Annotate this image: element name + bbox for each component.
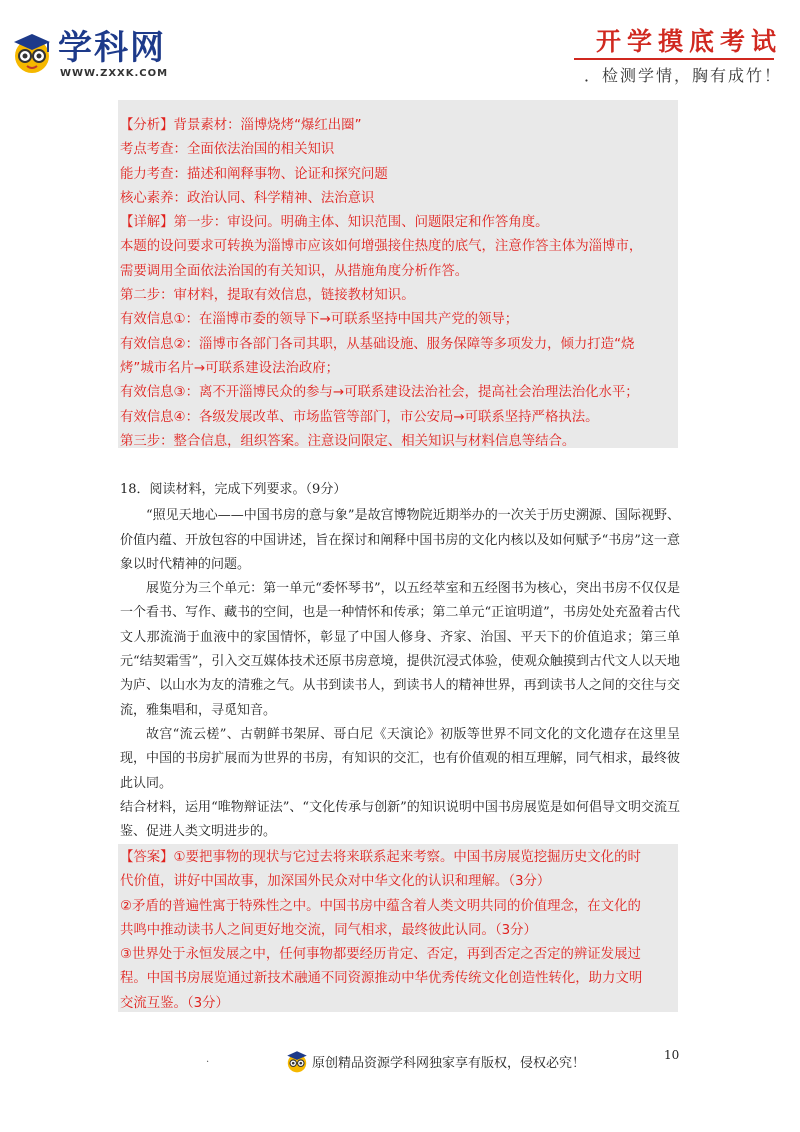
mascot-small-icon — [284, 1048, 310, 1074]
material-paragraph-1: “照见天地心——中国书房的意与象”是故宫博物院近期举办的一次关于历史溯源、国际视野、价值内蕴、开放包容的中国讲述，旨在探讨和阐释中国书房的文化内核以及如何赋予“书房”这一意象以时代精神的问题。 — [120, 508, 680, 572]
analysis-line: 第二步：审材料，提取有效信息，链接教材知识。 — [120, 288, 415, 304]
answer-line: 【答案】①要把事物的现状与它过去将来联系起来考察。中国书房展览挖掘历史文化的时 — [120, 850, 641, 865]
page-footer — [0, 1040, 800, 1100]
analysis-panel — [118, 100, 678, 448]
analysis-line: 核心素养：政治认同、科学精神、法治意识 — [120, 190, 375, 206]
answer-line: ③世界处于永恒发展之中，任何事物都要经历肯定、否定，再到否定之否定的辨证发展过 — [120, 947, 641, 963]
question-title: 18．阅读材料，完成下列要求。（9分） — [120, 482, 347, 497]
page-header — [0, 0, 800, 100]
slogan-divider — [574, 58, 774, 60]
analysis-line: 需要调用全面依法治国的有关知识，从措施角度分析作答。 — [120, 263, 469, 279]
footer-dot: . — [206, 1054, 210, 1065]
copyright-notice: 原创精品资源学科网独家享有版权，侵权必究！ — [312, 1056, 586, 1071]
analysis-line: 有效信息①：在淄博市委的领导下→可联系坚持中国共产党的领导； — [120, 312, 519, 328]
material-paragraph-2: 展览分为三个单元：第一单元“委怀琴书”，以五经萃室和五经图书为核心，突出书房不仅仅是一个看书、写作、藏书的空间，也是一种情怀和传承；第二单元“正谊明道”，书房处处充盈着古代文人那流淌于血液中的家国情怀，彰显了中国人修身、齐家、治国、平天下的价值追求；第三单元“结契霜雪”，引入交互媒体技术还原书房意境，提供沉浸式体验，使观众触摸到古代文人以天地为庐、以山水为友的清雅之气。从书到读书人，到读书人的精神世界，再到读书人之间的交往与交流，雅集唱和，寻觅知音。 — [120, 581, 680, 718]
answer-line: 代价值，讲好中国故事，加深国外民众对中华文化的认识和理解。（3分） — [120, 874, 551, 890]
analysis-line: 有效信息④：各级发展改革、市场监管等部门，市公安局→可联系坚持严格执法。 — [120, 409, 599, 425]
page-number: 10 — [664, 1048, 680, 1062]
answer-line: ②矛盾的普遍性寓于特殊性之中。中国书房中蕴含着人类文明共同的价值理念，在文化的 — [120, 898, 641, 914]
answer-line: 共鸣中推动读书人之间更好地交流，同气相求，最终彼此认同。（3分） — [120, 922, 537, 938]
question-prompt: 结合材料，运用“唯物辩证法”、“文化传承与创新”的知识说明中国书房展览是如何倡导文明交流互鉴、促进人类文明进步的。 — [120, 799, 680, 840]
material-paragraph-3: 故宫“流云槎”、古朝鲜书架屏、哥白尼《天演论》初版等世界不同文化的文化遗存在这里呈现，中国的书房扩展而为世界的书房，有知识的交汇，也有价值观的相互理解，同气相求，最终彼此认同。 — [120, 726, 680, 791]
analysis-line: 考点考查：全面依法治国的相关知识 — [120, 142, 335, 158]
analysis-line: 【详解】第一步：审设问。明确主体、知识范围、问题限定和作答角度。 — [120, 215, 549, 231]
analysis-line: 第三步：整合信息，组织答案。注意设问限定、相关知识与材料信息等结合。 — [120, 433, 576, 449]
analysis-line: 有效信息②：淄博市各部门各司其职，从基础设施、服务保障等多项发力，倾力打造“烧 — [120, 336, 635, 352]
analysis-line: 有效信息③：离不开淄博民众的参与→可联系建设法治社会，提高社会治理法治化水平； — [120, 385, 639, 401]
brand-url: WWW.ZXXK.COM — [60, 68, 169, 79]
answer-line: 程。中国书房展览通过新技术融通不同资源推动中华优秀传统文化创造性转化，助力文明 — [120, 971, 643, 987]
exam-slogan: ．检测学情，胸有成竹！ — [583, 66, 782, 85]
answer-panel — [118, 844, 678, 1012]
brand-name: 学科网 — [58, 28, 166, 68]
analysis-line: 本题的设问要求可转换为淄博市应该如何增强接住热度的底气，注意作答主体为淄博市， — [120, 239, 643, 255]
analysis-line: 能力考查：描述和阐释事物、论证和探究问题 — [120, 166, 388, 182]
analysis-line: 【分析】背景素材：淄博烧烤“爆红出圈” — [120, 118, 362, 133]
exam-title: 开学摸底考试 — [595, 27, 782, 56]
analysis-line: 烤”城市名片→可联系建设法治政府； — [120, 360, 340, 376]
answer-line: 交流互鉴。（3分） — [120, 995, 229, 1011]
question-18 — [120, 478, 680, 844]
mascot-logo-icon — [8, 28, 56, 76]
